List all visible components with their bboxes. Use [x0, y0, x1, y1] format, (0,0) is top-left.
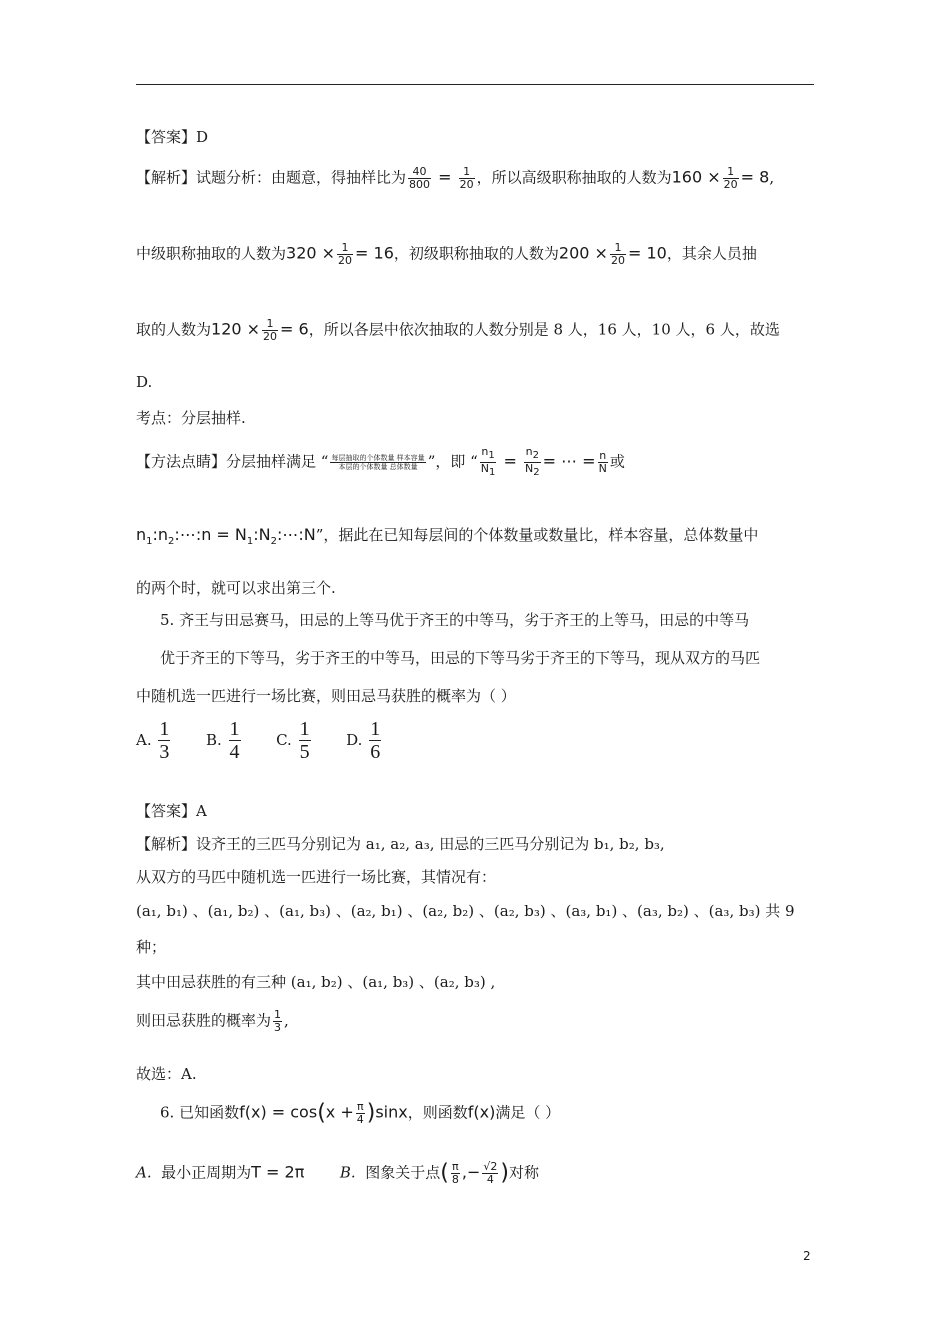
fraction-1-20: $\frac{1}{20}$ [459, 165, 474, 191]
header-rule [136, 84, 814, 85]
analysis-line-3: 取的人数为120 × $\frac{1}{20}$ = 6，所以各层中依次抽取的人数分别是 8 人，16 人，10 人，6 人，故选 [136, 317, 780, 343]
q5-analysis-4: 种； [136, 938, 167, 956]
kaodian: 考点：分层抽样. [136, 409, 246, 427]
q5-answer: 【答案】A [136, 802, 207, 820]
q5-line-2: 优于齐王的下等马，劣于齐王的中等马，田忌的下等马劣于齐王的下等马，现从双方的马匹 [160, 649, 761, 667]
q5-analysis-5: 其中田忌获胜的有三种 (a₁, b₂) 、(a₁, b₃) 、(a₂, b₃) , [136, 973, 496, 991]
q5-option-b: B. $\frac{1}{4}$ [205, 718, 240, 763]
fraction-40-800: $\frac{40}{800}$ [409, 165, 431, 191]
analysis-line-2: 中级职称抽取的人数为320 × $\frac{1}{20}$ = 16，初级职称抽取的人数为200 × $\frac{1}{20}$ = 10，其余人员抽 [136, 241, 757, 267]
analysis-line-1: 【解析】试题分析：由题意，得抽样比为 $\frac{40}{800}$ = $\frac{1}{20}$ ，所以高级职称抽取的人数为160 × $\frac{1}{20}$ = 8, [136, 165, 775, 191]
q5-analysis-2: 从双方的马匹中随机选一匹进行一场比赛，其情况有： [136, 868, 497, 886]
q5-analysis-6: 则田忌获胜的概率为 $\frac{1}{3}$ , [136, 1008, 289, 1034]
q5-analysis-1: 【解析】设齐王的三匹马分别记为 a₁, a₂, a₃, 田忌的三匹马分别记为 b₁, b₂, b₃, [136, 835, 665, 853]
method-line-3: 的两个时，就可以求出第三个. [136, 579, 336, 597]
q5-option-c: C. $\frac{1}{5}$ [276, 718, 310, 763]
q5-line-1: 5. 齐王与田忌赛马，田忌的上等马优于齐王的中等马，劣于齐王的上等马，田忌的中等马 [160, 611, 750, 629]
q5-choice: 故选：A. [136, 1065, 197, 1083]
q6-stem: 6. 已知函数f(x) = cos(x + $\frac{\pi}{4}$ )sinx，则函数f(x)满足（ ） [160, 1100, 561, 1126]
q5-options [136, 718, 383, 763]
page-number: 2 [803, 1249, 811, 1263]
answer-label: 【答案】D [136, 128, 209, 146]
q6-options-ab: A. 最小正周期为T = 2π B. 图象关于点( $\frac{\pi}{8}$ ,− $\frac{√2}{4}$ )对称 [136, 1160, 539, 1186]
q5-analysis-3: (a₁, b₁) 、(a₁, b₂) 、(a₁, b₃) 、(a₂, b₁) 、(a₂, b₂) 、(a₂, b₃) 、(a₃, b₁) 、(a₃, b₂) 、(a₃, b₃) 共 9 [136, 902, 795, 920]
method-line-2: $n_1:n_2:\cdots:n$ = $N_1:N_2:\cdots:N$”，据此在已知每层间的个体数量或数量比，样本容量，总体数量中 [136, 525, 759, 548]
q5-line-3: 中随机选一匹进行一场比赛，则田忌马获胜的概率为（ ） [136, 687, 516, 705]
analysis-line-4: D. [136, 373, 153, 391]
method-fraction: 每层抽取的个体数量 样本容量 本层的个体数量 总体数量 [331, 454, 425, 472]
q5-option-a: A. $\frac{1}{3}$ [136, 718, 170, 763]
method-line-1: 【方法点睛】分层抽样满足 “ 每层抽取的个体数量 样本容量 本层的个体数量 总体数量 ”，即 “ $\frac{n_1}{N_1}$ = $\frac{n_2}{N_2}$ = ⋯ = $\frac{n}{N}$ 或 [136, 445, 625, 479]
q5-option-d: D. $\frac{1}{6}$ [346, 718, 381, 763]
